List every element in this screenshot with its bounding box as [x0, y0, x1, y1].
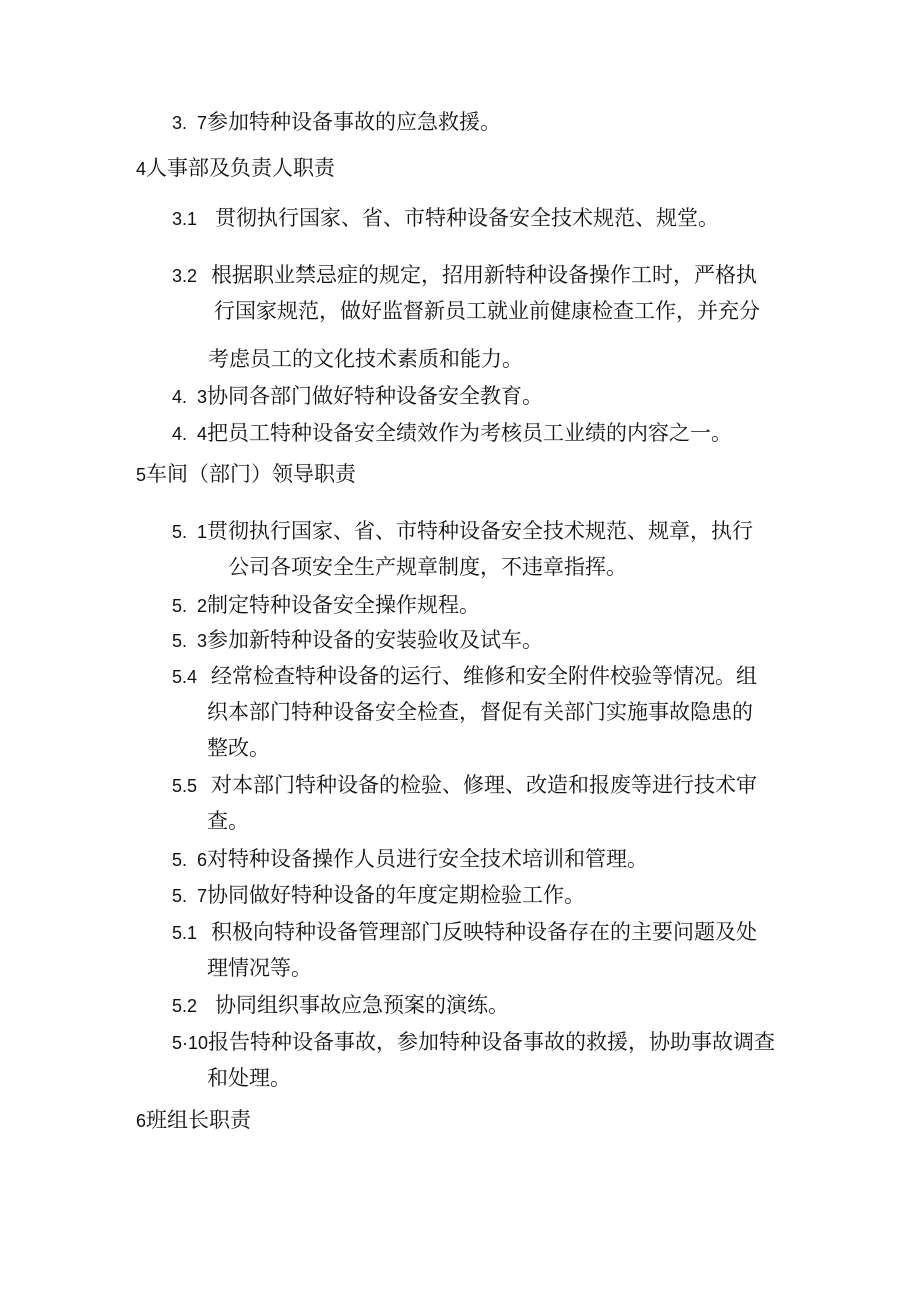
item-5-1: [172, 517, 753, 546]
item-3-2-cont-1: [214, 297, 760, 325]
section-heading-5: [136, 460, 356, 489]
item-text: 对本部门特种设备的检验、修理、改造和报废等进行技术审: [211, 773, 758, 797]
item-text: 和处理。: [207, 1066, 291, 1090]
item-text: 对特种设备操作人员进行安全技术培训和管理。: [207, 847, 649, 871]
section-heading-4: [136, 154, 335, 183]
item-text: 查。: [207, 809, 249, 833]
item-text: 制定特种设备安全操作规程。: [207, 593, 481, 617]
section-number: 6: [136, 1111, 147, 1131]
item-3-2: [172, 261, 757, 290]
item-5-1b: [172, 918, 757, 947]
item-text: 把员工特种设备安全绩效作为考核员工业绩的内容之一。: [207, 421, 733, 445]
item-number: 3.2: [172, 266, 198, 286]
item-number: 4. 4: [172, 424, 208, 444]
item-number: 5.4: [172, 667, 198, 687]
item-number: 5. 1: [172, 522, 208, 542]
item-text: 协同组织事故应急预案的演练。: [215, 993, 510, 1017]
item-number: 5.2: [172, 996, 198, 1016]
item-5-5-cont: [207, 807, 249, 835]
item-5-10: [172, 1028, 775, 1057]
item-text: 参加特种设备事故的应急救援。: [207, 110, 502, 134]
item-5-1b-cont: [207, 954, 312, 982]
item-number: 5·10: [172, 1033, 209, 1053]
item-5-4: [172, 662, 757, 691]
item-number: 5.1: [172, 923, 198, 943]
item-text: 公司各项安全生产规章制度，不违章指挥。: [228, 555, 627, 579]
item-text: 协同各部门做好特种设备安全教育。: [207, 384, 544, 408]
item-5-10-cont: [207, 1064, 291, 1092]
item-text: 参加新特种设备的安装验收及试车。: [207, 628, 544, 652]
item-text: 贯彻执行国家、省、市特种设备安全技术规范、规堂。: [215, 206, 720, 230]
item-number: 5. 7: [172, 886, 208, 906]
item-number: 5. 6: [172, 850, 208, 870]
item-3-7: [172, 108, 501, 137]
item-number: 5. 2: [172, 596, 208, 616]
section-title: 班组长职责: [146, 1108, 252, 1132]
section-title: 车间（部门）领导职责: [146, 462, 357, 486]
item-5-2: [172, 591, 480, 620]
item-number: 3. 7: [172, 113, 208, 133]
item-4-3: [172, 382, 543, 411]
item-number: 3.1: [172, 209, 198, 229]
item-5-1-cont: [228, 553, 627, 581]
item-5-2b: [172, 991, 509, 1020]
item-text: 经常检查特种设备的运行、维修和安全附件校验等情况。组: [211, 664, 758, 688]
item-5-5: [172, 771, 757, 800]
item-3-1: [172, 204, 719, 233]
item-5-6: [172, 845, 648, 874]
item-5-7: [172, 881, 585, 910]
item-5-3: [172, 626, 543, 655]
item-text: 贯彻执行国家、省、市特种设备安全技术规范、规章，执行: [207, 519, 754, 543]
section-number: 5: [136, 465, 147, 485]
item-text: 根据职业禁忌症的规定，招用新特种设备操作工时，严格执: [211, 263, 758, 287]
item-number: 5.5: [172, 776, 198, 796]
item-text: 报告特种设备事故，参加特种设备事故的救援，协助事故调查: [208, 1030, 776, 1054]
item-text: 整改。: [207, 736, 270, 760]
item-5-4-cont-2: [207, 734, 270, 762]
item-number: 4. 3: [172, 387, 208, 407]
item-number: 5. 3: [172, 631, 208, 651]
item-text: 协同做好特种设备的年度定期检验工作。: [207, 883, 586, 907]
item-4-4: [172, 419, 732, 448]
item-text: 积极向特种设备管理部门反映特种设备存在的主要问题及处: [211, 920, 758, 944]
item-text: 行国家规范，做好监督新员工就业前健康检查工作，并充分: [214, 299, 760, 323]
item-5-4-cont-1: [207, 698, 753, 726]
section-heading-6: [136, 1106, 251, 1135]
section-number: 4: [136, 159, 147, 179]
section-title: 人事部及负责人职责: [146, 156, 336, 180]
item-text: 理情况等。: [207, 956, 312, 980]
item-text: 考虑员工的文化技术素质和能力。: [208, 347, 523, 371]
item-3-2-cont-2: [208, 345, 523, 373]
item-text: 织本部门特种设备安全检查，督促有关部门实施事故隐患的: [207, 700, 753, 724]
